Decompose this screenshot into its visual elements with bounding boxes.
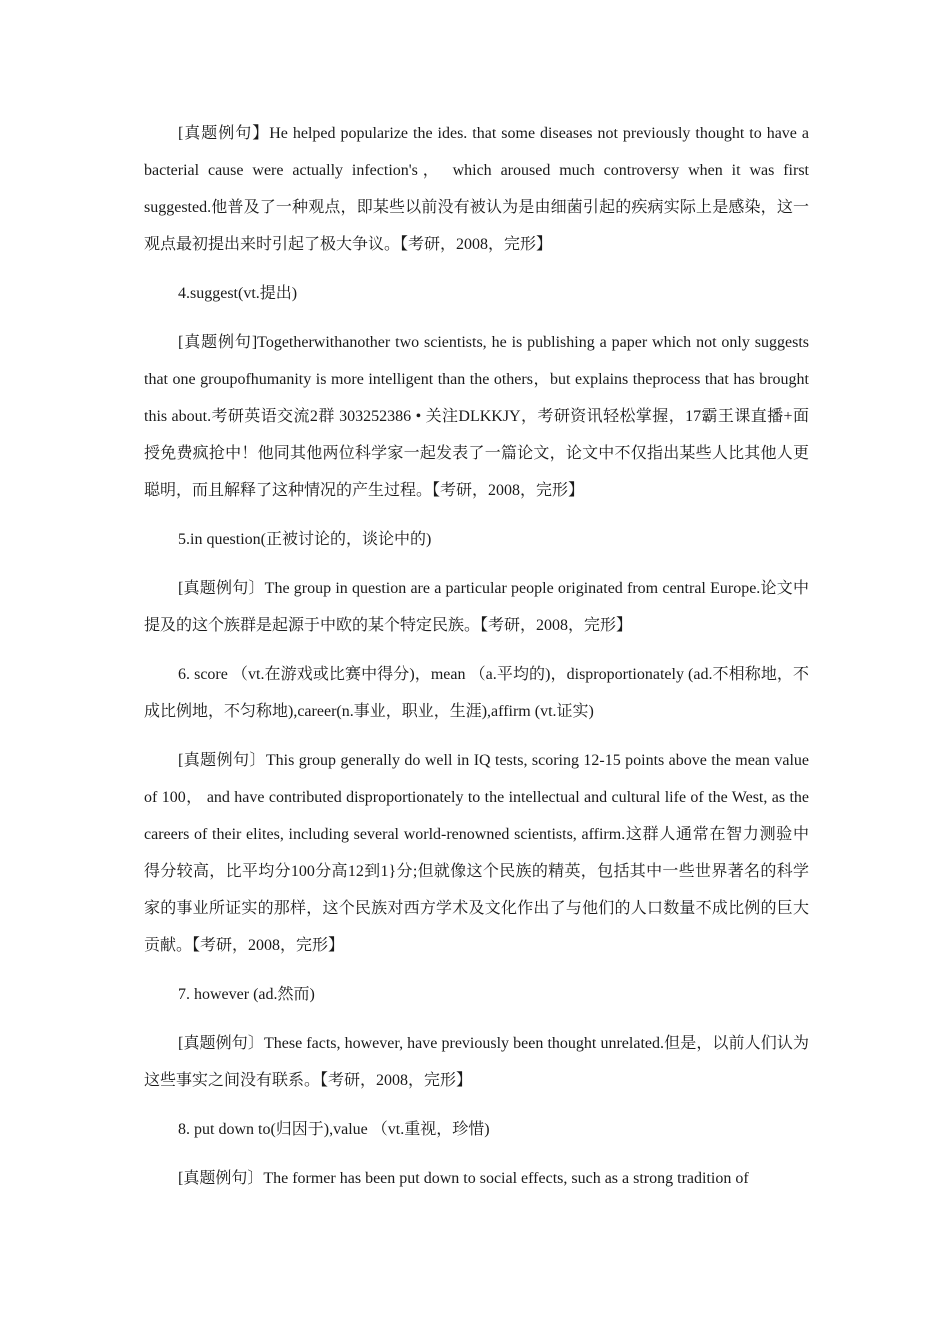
example-sentence: [真题例句〕The group in question are a particular people originated from central Europe.论文中提及的这个族群是起源于中欧的某个特定民族。【考研，2008，完形】 (144, 580, 809, 634)
vocab-heading: 5.in question(正被讨论的，谈论中的) (178, 531, 432, 548)
example-sentence: [真题例句〕The former has been put down to social effects, such as a strong tradition of (178, 1170, 749, 1187)
document-body (144, 115, 809, 1197)
example-sentence: [真题例句〕These facts, however, have previously been thought unrelated.但是，以前人们认为这些事实之间没有联系。【考研，2008，完形】 (144, 1035, 809, 1089)
example-sentence: [真题例句]Togetherwithanother two scientists, he is publishing a paper which not only suggests that one groupofhumanity is more intelligent than the others，but explains theprocess that has brought this about.考研英语交流2群 303252386 • 关注DLKKJY，考研资讯轻松掌握，17霸王课直播+面授免费疯抢中！他同其他两位科学家一起发表了一篇论文，论文中不仅指出某些人比其他人更聪明，而且解释了这种情况的产生过程。【考研，2008，完形】 (144, 334, 809, 499)
example-sentence: [真题例句〕This group generally do well in IQ tests, scoring 12-15 points above the mean value of 100， and have contributed disproportionately to the intellectual and cultural life of the West, as the careers of their elites, including several world-renowned scientists, affirm.这群人通常在智力测验中得分较高，比平均分100分高12到1}分;但就像这个民族的精英，包括其中一些世界著名的科学家的事业所证实的那样，这个民族对西方学术及文化作出了与他们的人口数量不成比例的巨大贡献。【考研，2008，完形】 (144, 752, 809, 954)
example-sentence: [真题例句】He helped popularize the ides. that some diseases not previously thought to have a bacterial cause were actually infection's， which aroused much controversy when it was first suggested.他普及了一种观点，即某些以前没有被认为是由细菌引起的疾病实际上是感染，这一观点最初提出来时引起了极大争议。【考研，2008，完形】 (144, 125, 809, 253)
vocab-heading: 4.suggest(vt.提出) (178, 285, 298, 302)
vocab-heading: 6. score （vt.在游戏或比赛中得分)，mean （a.平均的)，disproportionately (ad.不相称地，不成比例地，不匀称地),career(n.事业，职业，生涯),affirm (vt.证实) (144, 666, 809, 720)
vocab-heading: 7. however (ad.然而) (178, 986, 315, 1003)
vocab-heading: 8. put down to(归因于),value （vt.重视，珍惜) (178, 1121, 490, 1138)
